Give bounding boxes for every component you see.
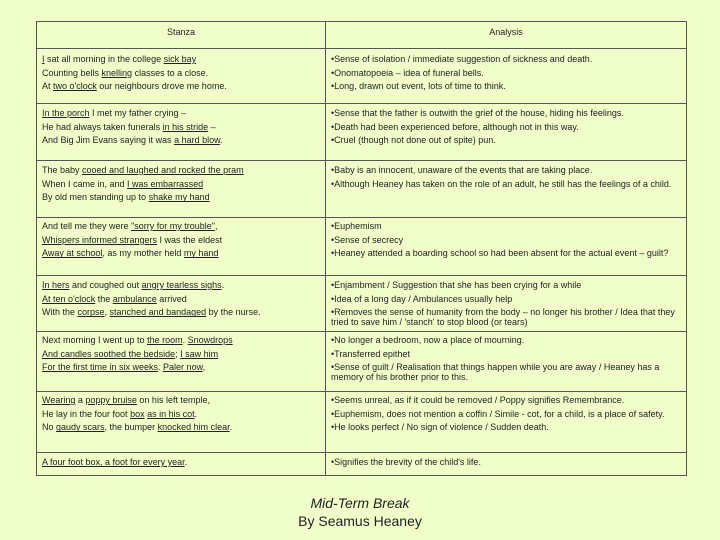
table-row xyxy=(37,104,687,161)
stanza-line: The baby cooed and laughed and rocked the pram xyxy=(42,165,244,175)
stanza-line: Wearing a poppy bruise on his left temple, xyxy=(42,395,210,405)
analysis-point: •Heaney attended a boarding school so had been absent for the actual event – guilt? xyxy=(331,248,669,259)
stanza-line: For the first time in six weeks. Paler now, xyxy=(42,362,206,373)
analysis-point: •Idea of a long day / Ambulances usually help xyxy=(331,293,513,304)
analysis-point: •Long, drawn out event, lots of time to think. xyxy=(331,81,506,92)
stanza-line: By old men standing up to shake my hand xyxy=(42,192,210,203)
stanza-line: Next morning I went up to the room. Snowdrops xyxy=(42,335,233,345)
stanza-cell xyxy=(37,453,326,476)
poem-title: Mid-Term Break xyxy=(310,495,410,511)
analysis-point: •He looks perfect / No sign of violence / Sudden death. xyxy=(331,422,549,433)
header-row xyxy=(37,22,687,49)
analysis-point: •Transferred epithet xyxy=(331,348,410,359)
analysis-point: •Seems unreal, as if it could be removed / Poppy signifies Remembrance. xyxy=(331,395,625,405)
analysis-point: •Removes the sense of humanity from the body – no longer his brother / Idea that they tried to save him / 'stanch' to stop blood (or tears) xyxy=(331,307,675,328)
stanza-line: With the corpse, stanched and bandaged by the nurse. xyxy=(42,307,261,318)
analysis-point: •Sense of secrecy xyxy=(331,234,404,245)
stanza-line: He lay in the four foot box as in his cot. xyxy=(42,408,198,419)
stanza-line: A four foot box, a foot for every year. xyxy=(42,457,188,467)
analysis-point: •Sense that the father is outwith the grief of the house, hiding his feelings. xyxy=(331,108,624,118)
stanza-line: And candles soothed the bedside; I saw him xyxy=(42,348,219,359)
analysis-table xyxy=(36,21,687,476)
stanza-line: Whispers informed strangers I was the eldest xyxy=(42,234,223,245)
stanza-header: Stanza xyxy=(37,22,326,49)
stanza-cell xyxy=(37,104,326,161)
stanza-line: Counting bells knelling classes to a close. xyxy=(42,67,209,78)
analysis-cell xyxy=(326,161,687,218)
stanza-line: He had always taken funerals in his stride – xyxy=(42,121,216,132)
analysis-header: Analysis xyxy=(326,22,687,49)
stanza-cell xyxy=(37,332,326,392)
stanza-line: When I came in, and I was embarrassed xyxy=(42,178,204,189)
analysis-cell xyxy=(326,392,687,453)
analysis-point: •Sense of guilt / Realisation that things happen while you are away / Heaney has a memory of his brother prior to this. xyxy=(331,362,660,383)
stanza-line: At ten o'clock the ambulance arrived xyxy=(42,293,187,304)
analysis-point: •Signifies the brevity of the child's life. xyxy=(331,457,481,467)
stanza-cell xyxy=(37,161,326,218)
stanza-cell xyxy=(37,392,326,453)
analysis-point: •Enjambment / Suggestion that she has been crying for a while xyxy=(331,280,582,290)
analysis-cell xyxy=(326,332,687,392)
analysis-point: •Death had been experienced before, although not in this way. xyxy=(331,121,579,132)
stanza-line: And tell me they were "sorry for my trouble", xyxy=(42,221,218,231)
stanza-line: Away at school, as my mother held my hand xyxy=(42,248,219,259)
analysis-point: •Sense of isolation / immediate suggestion of sickness and death. xyxy=(331,54,593,64)
analysis-point: •Euphemism, does not mention a coffin / Simile - cot, for a child, is a place of safety. xyxy=(331,408,665,419)
poem-author: By Seamus Heaney xyxy=(298,513,422,529)
analysis-cell xyxy=(326,104,687,161)
analysis-point: •Although Heaney has taken on the role of an adult, he still has the feelings of a child. xyxy=(331,178,672,189)
stanza-line: At two o'clock our neighbours drove me home. xyxy=(42,81,227,92)
stanza-line: And Big Jim Evans saying it was a hard blow. xyxy=(42,135,223,146)
analysis-point: •Baby is an innocent, unaware of the events that are taking place. xyxy=(331,165,593,175)
table-row xyxy=(37,332,687,392)
table-row xyxy=(37,49,687,104)
poem-title-block xyxy=(0,494,720,530)
stanza-cell xyxy=(37,49,326,104)
stanza-line: In the porch I met my father crying – xyxy=(42,108,187,118)
analysis-cell xyxy=(326,218,687,276)
table-row xyxy=(37,218,687,276)
stanza-line: I sat all morning in the college sick bay xyxy=(42,54,197,64)
analysis-cell xyxy=(326,453,687,476)
table-row xyxy=(37,161,687,218)
table-row xyxy=(37,453,687,476)
analysis-point: •Euphemism xyxy=(331,221,382,231)
stanza-line: No gaudy scars, the bumper knocked him clear. xyxy=(42,422,233,433)
analysis-point: •Cruel (though not done out of spite) pun. xyxy=(331,135,496,146)
table-row xyxy=(37,392,687,453)
stanza-cell xyxy=(37,276,326,332)
analysis-cell xyxy=(326,49,687,104)
table-row xyxy=(37,276,687,332)
analysis-cell xyxy=(326,276,687,332)
analysis-point: •No longer a bedroom, now a place of mourning. xyxy=(331,335,525,345)
stanza-cell xyxy=(37,218,326,276)
stanza-line: In hers and coughed out angry tearless sighs. xyxy=(42,280,225,290)
analysis-point: •Onomatopoeia – idea of funeral bells. xyxy=(331,67,484,78)
